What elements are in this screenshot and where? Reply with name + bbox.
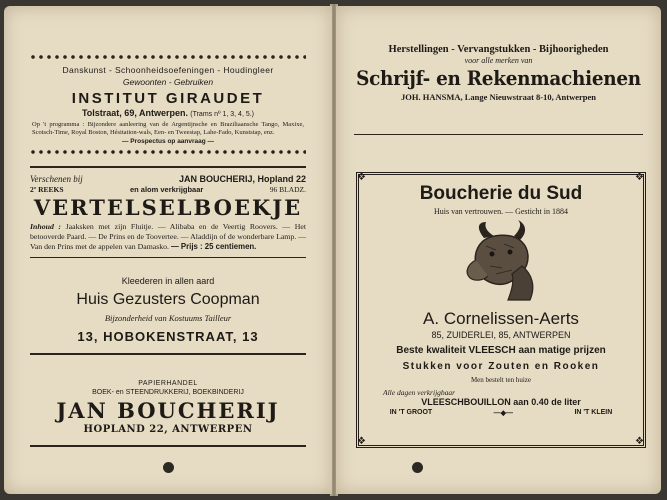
- boucherie-ad-frame: [356, 172, 646, 448]
- coopman-address: 13, HOBOKENSTRAAT, 13: [77, 329, 259, 344]
- institut-ad: [4, 54, 332, 154]
- corner-ornament-icon: ❖: [357, 436, 366, 447]
- divider: [30, 257, 306, 258]
- boucherie-title: Boucherie du Sud: [419, 183, 583, 204]
- corner-ornament-icon: ❖: [635, 436, 644, 447]
- hansma-address: JOH. HANSMA, Lange Nieuwstraat 8-10, Antwerpen: [400, 92, 597, 102]
- boucherij-address: HOPLAND 22, ANTWERPEN: [83, 424, 253, 435]
- coopman-ad: [4, 276, 332, 355]
- boucherij-line1: PAPIERHANDEL: [138, 380, 198, 387]
- boucherie-daily: Alle dagen verkrijgbaar: [383, 388, 456, 397]
- page-count: 96 BLADZ.: [269, 185, 306, 194]
- publisher: JAN BOUCHERIJ, Hopland 22: [178, 174, 306, 184]
- boucherij-ad: [4, 380, 332, 447]
- punch-hole: [412, 462, 423, 473]
- boucherie-wholesale: IN 'T GROOT: [389, 409, 433, 416]
- punch-hole: [163, 462, 174, 473]
- ornamental-border-bottom: [30, 149, 306, 154]
- institut-trams: (Trams nº 1, 3, 4, 5.): [190, 111, 255, 118]
- left-page: [4, 6, 332, 494]
- boucherie-address: 85, ZUIDERLEI, 85, ANTWERPEN: [431, 330, 571, 340]
- coopman-specialty: Bijzonderheid van Kostuums Tailleur: [104, 313, 232, 323]
- ox-head-icon: [359, 220, 643, 307]
- series: 2º REEKS: [30, 185, 64, 194]
- boucherie-ornament: —◆—: [493, 410, 514, 417]
- boucherij-name: JAN BOUCHERIJ: [56, 398, 280, 423]
- institut-address: Tolstraat, 69, Antwerpen.: [81, 108, 188, 118]
- vertelselboekje-title: VERTELSELBOEKJE: [33, 195, 303, 220]
- vertelselboekje-ad: [4, 166, 332, 258]
- contents-label: Inhoud :: [30, 222, 62, 231]
- coopman-clothing: Kleederen in allen aard: [121, 276, 215, 286]
- hansma-title: Schrijf- en Rekenmachienen: [356, 66, 641, 90]
- divider: [30, 445, 306, 447]
- boucherie-owner: A. Cornelissen-Aerts: [423, 309, 579, 328]
- divider: [30, 353, 306, 355]
- coopman-name: Huis Gezusters Coopman: [76, 291, 260, 308]
- boucherie-tagline: Huis van vertrouwen. — Gesticht in 1884: [434, 207, 568, 216]
- institut-subjects-2: Gewoonten - Gebruiken: [122, 77, 214, 87]
- boucherie-pieces: Stukken voor Zouten en Rooken: [402, 361, 600, 372]
- boucherij-line2: BOEK- en STEENDRUKKERIJ, BOEKBINDERIJ: [92, 389, 244, 396]
- institut-subjects: Danskunst - Schoonheidsoefeningen - Houdingleer: [62, 65, 274, 75]
- corner-ornament-icon: ❖: [635, 172, 644, 183]
- institut-program: Op 't programma : Bijzondere aanleering van de Argentijnsche en Braziliaansche Tango, Maxixe, Scotsch-Time, Royal Boston, Hésitation-wals, Een- en Tweestap, Lahe-Fado, Kunststap, enz.: [32, 121, 304, 136]
- contents: Jaaksken met zijn Fluitje. — Alibaba en de Veertig Roovers. — Het betooverde Paard. — De Prins en de Toovertee. — Aladdijn of de wonderbare Lamp. — Van den Prins met de appelen van Damasko.: [30, 222, 307, 251]
- hansma-line2: voor alle merken van: [464, 56, 533, 65]
- divider: [30, 166, 306, 168]
- boucherie-bouillon: VLEESCHBOUILLON aan 0.40 de liter: [421, 397, 581, 407]
- ornamental-border-top: [30, 54, 306, 59]
- divider: [354, 134, 643, 135]
- boucherie-quality: Beste kwaliteit VLEESCH aan matige prijzen: [396, 345, 606, 356]
- boucherie-retail: IN 'T KLEIN: [574, 409, 613, 416]
- hansma-ad: [336, 44, 661, 135]
- boucherie-delivery: Men bestelt ten huize: [470, 376, 532, 384]
- published-label: Verschenen bij: [30, 174, 83, 184]
- sold-everywhere: en alom verkrijgbaar: [129, 185, 204, 194]
- right-page: [336, 6, 661, 494]
- price: — Prijs : 25 centiemen.: [170, 242, 257, 251]
- institut-prospectus: — Prospectus op aanvraag —: [121, 138, 215, 145]
- corner-ornament-icon: ❖: [357, 172, 366, 183]
- hansma-line1: Herstellingen - Vervangstukken - Bijhoorigheden: [388, 44, 609, 55]
- institut-name: INSTITUT GIRAUDET: [71, 90, 265, 107]
